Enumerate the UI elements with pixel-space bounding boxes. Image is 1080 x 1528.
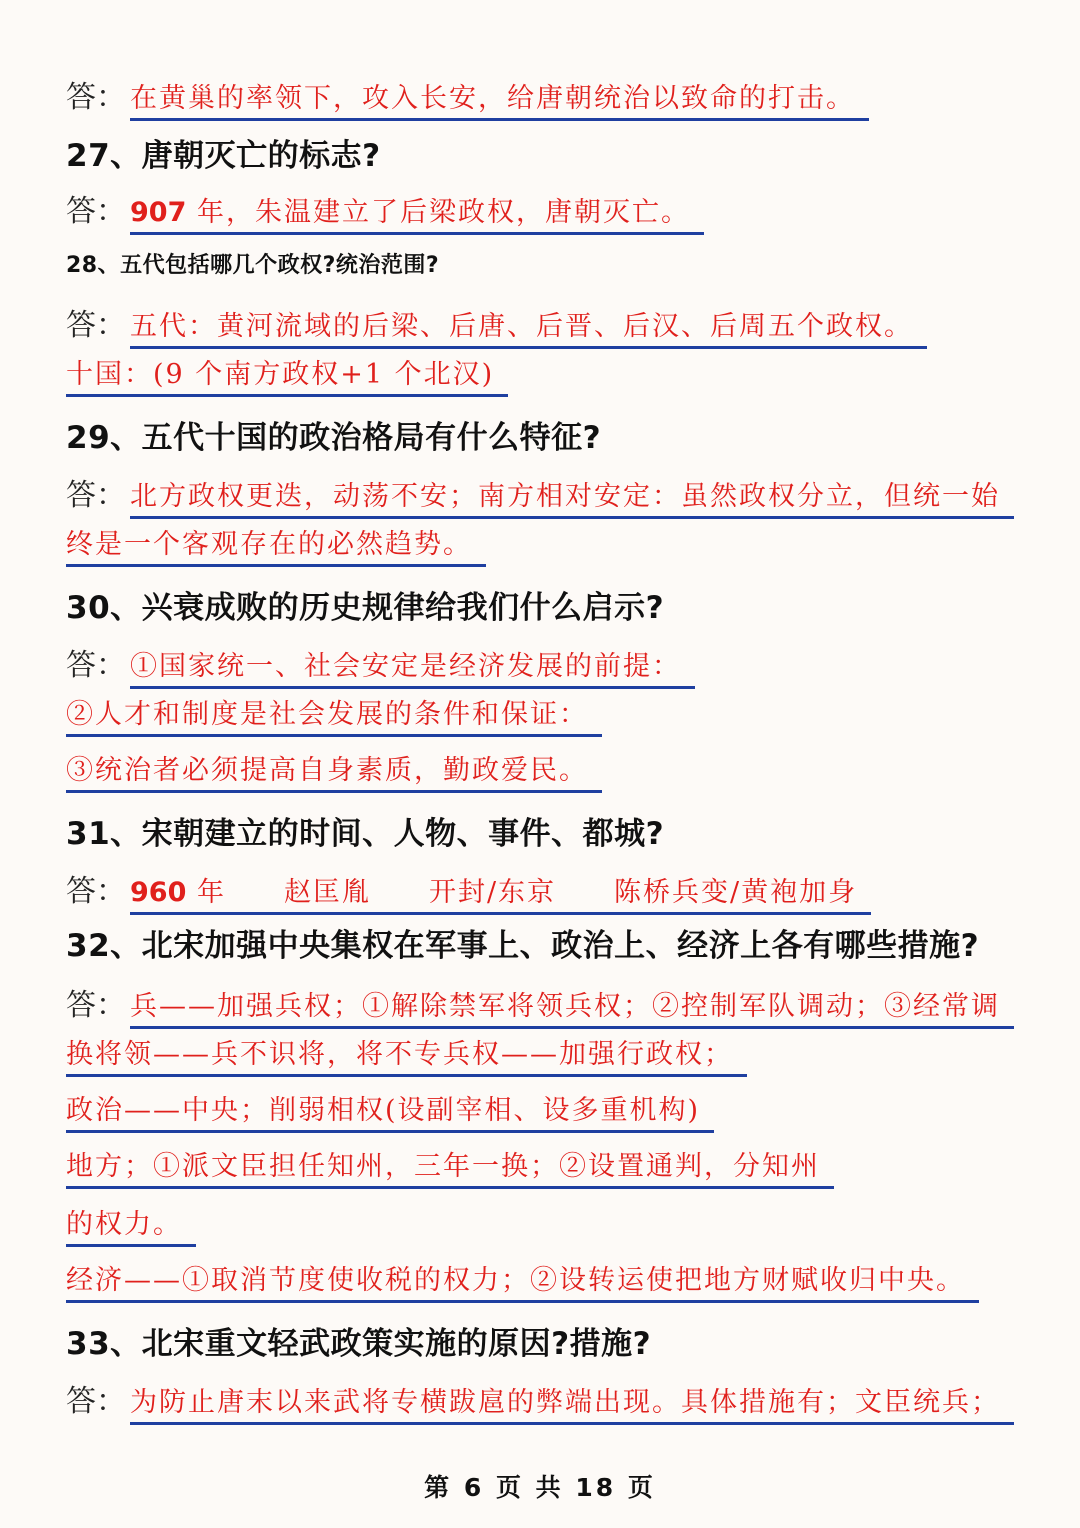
- answer-text: 五代：黄河流域的后梁、后唐、后晋、后汉、后周五个政权。: [130, 308, 927, 349]
- answer-text: 在黄巢的率领下，攻入长安，给唐朝统治以致命的打击。: [130, 80, 869, 121]
- answer-text: [130, 194, 704, 235]
- answer-line: [66, 980, 1014, 1029]
- answer-line: [66, 866, 871, 915]
- answer-continuation: [66, 752, 602, 793]
- page-footer: 第 6 页 共 18 页: [424, 1473, 656, 1502]
- answer-continuation: [66, 356, 508, 397]
- answer-text: 终是一个客观存在的必然趋势。: [66, 526, 486, 567]
- answer-continuation: [66, 526, 486, 567]
- answer-label: 答：: [66, 308, 126, 343]
- answer-rest: 年 赵匡胤 开封/东京 陈桥兵变/黄袍加身: [186, 877, 858, 908]
- answer-label: 答：: [66, 1384, 126, 1419]
- answer-line: [66, 300, 927, 349]
- question-heading: 31、宋朝建立的时间、人物、事件、都城?: [66, 816, 665, 852]
- answer-label: 答：: [66, 478, 126, 513]
- answer-text: 政治——中央；削弱相权(设副宰相、设多重机构): [66, 1092, 714, 1133]
- answer-text: 北方政权更迭，动荡不安；南方相对安定：虽然政权分立，但统一始: [130, 478, 1014, 519]
- answer-label: 答：: [66, 194, 126, 229]
- answer-text: 的权力。: [66, 1206, 196, 1247]
- answer-continuation: [66, 1148, 834, 1189]
- answer-rest: 年，朱温建立了后梁政权，唐朝灭亡。: [186, 197, 690, 228]
- answer-label: 答：: [66, 874, 126, 909]
- answer-text: 为防止唐末以来武将专横跋扈的弊端出现。具体措施有；文臣统兵；: [130, 1384, 1014, 1425]
- answer-text: 经济——①取消节度使收税的权力；②设转运使把地方财赋收归中央。: [66, 1262, 979, 1303]
- question-heading: 33、北宋重文轻武政策实施的原因?措施?: [66, 1326, 652, 1362]
- question-heading: 29、五代十国的政治格局有什么特征?: [66, 420, 602, 456]
- answer-text: 十国：(9 个南方政权+1 个北汉): [66, 356, 508, 397]
- question-heading: 28、五代包括哪几个政权?统治范围?: [66, 253, 440, 278]
- answer-text: [130, 874, 871, 915]
- answer-year: 960: [130, 877, 187, 908]
- answer-text: ②人才和制度是社会发展的条件和保证：: [66, 696, 602, 737]
- question-heading: 27、唐朝灭亡的标志?: [66, 138, 381, 174]
- answer-text: 换将领——兵不识将，将不专兵权——加强行政权；: [66, 1036, 747, 1077]
- answer-label: 答：: [66, 80, 126, 115]
- answer-continuation: [66, 1262, 979, 1303]
- answer-year: 907: [130, 197, 187, 228]
- answer-continuation: [66, 696, 602, 737]
- answer-label: 答：: [66, 988, 126, 1023]
- answer-line: [66, 72, 869, 121]
- answer-text: 兵——加强兵权；①解除禁军将领兵权；②控制军队调动；③经常调: [130, 988, 1014, 1029]
- answer-line: [66, 1376, 1014, 1425]
- answer-text: ①国家统一、社会安定是经济发展的前提：: [130, 648, 695, 689]
- question-heading: 32、北宋加强中央集权在军事上、政治上、经济上各有哪些措施?: [66, 928, 980, 964]
- answer-continuation: [66, 1206, 196, 1247]
- answer-text: 地方；①派文臣担任知州，三年一换；②设置通判，分知州: [66, 1148, 834, 1189]
- answer-continuation: [66, 1036, 747, 1077]
- answer-line: [66, 470, 1014, 519]
- answer-continuation: [66, 1092, 714, 1133]
- answer-line: [66, 186, 704, 235]
- question-heading: 30、兴衰成败的历史规律给我们什么启示?: [66, 590, 665, 626]
- answer-label: 答：: [66, 648, 126, 683]
- answer-line: [66, 640, 695, 689]
- answer-text: ③统治者必须提高自身素质，勤政爱民。: [66, 752, 602, 793]
